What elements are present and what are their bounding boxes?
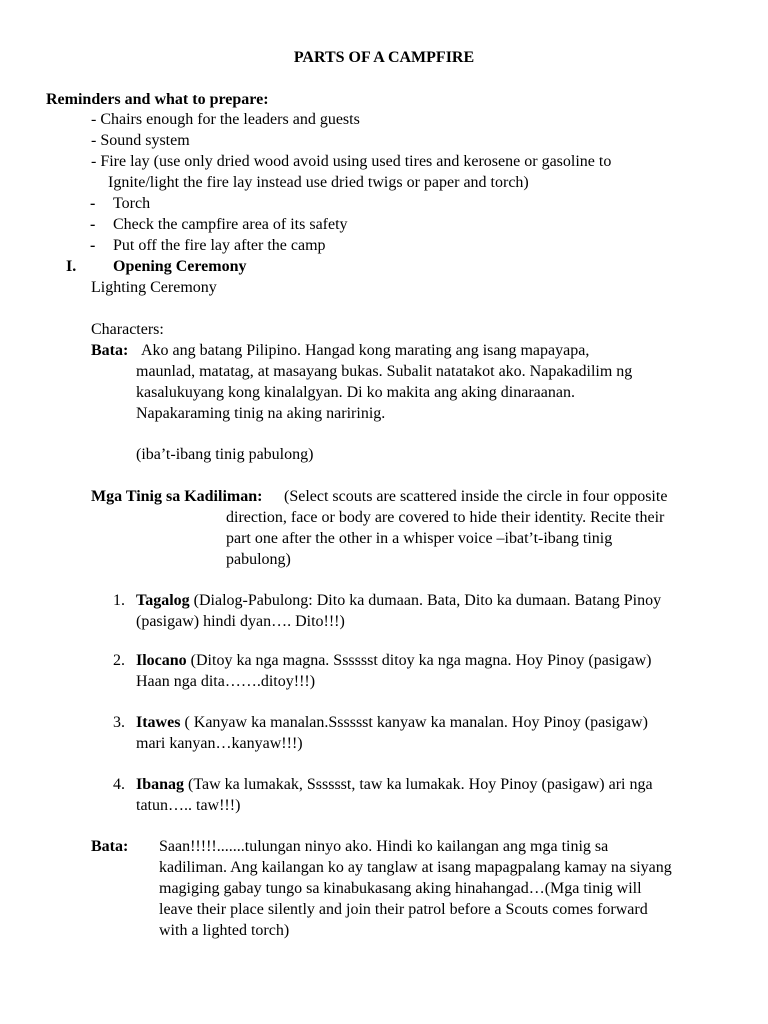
- section-heading: Opening Ceremony: [113, 258, 247, 275]
- list-number: 2.: [113, 652, 125, 669]
- dialect-line: (Taw ka lumakak, Sssssst, taw ka lumakak. Hoy Pinoy (pasigaw) ari nga: [188, 776, 653, 793]
- dialogue-line: Napakaraming tinig na aking naririnig.: [136, 405, 386, 422]
- reminder-bullet-item: Put off the fire lay after the camp: [113, 237, 326, 254]
- dialogue-line: kadiliman. Ang kailangan ko ay tanglaw at isang mapagpalang kamay na siyang: [159, 859, 672, 876]
- speaker-bata: Bata:: [91, 838, 129, 855]
- dialect-line: (pasigaw) hindi dyan…. Dito!!!): [136, 613, 345, 630]
- speaker-tinig: Mga Tinig sa Kadiliman:: [91, 488, 263, 505]
- dialogue-line: kasalukuyang kong kinalalgyan. Di ko makita ang aking dinaraanan.: [136, 384, 575, 401]
- dialect-name: Tagalog: [136, 592, 190, 609]
- dialect-name: Ilocano: [136, 652, 187, 669]
- stage-direction: direction, face or body are covered to hide their identity. Recite their: [226, 509, 665, 526]
- dialect-line: tatun….. taw!!!): [136, 797, 241, 814]
- reminder-item: - Fire lay (use only dried wood avoid using used tires and kerosene or gasoline to: [91, 153, 612, 170]
- dialect-line: (Ditoy ka nga magna. Sssssst ditoy ka nga magna. Hoy Pinoy (pasigaw): [190, 652, 652, 669]
- bullet-dash: -: [90, 216, 96, 233]
- dialogue-line: leave their place silently and join their patrol before a Scouts comes forward: [159, 901, 648, 918]
- list-number: 1.: [113, 592, 125, 609]
- section-subheading: Lighting Ceremony: [91, 279, 217, 296]
- document-title: PARTS OF A CAMPFIRE: [293, 49, 475, 66]
- speaker-bata: Bata:: [91, 342, 129, 359]
- dialogue-line: Saan!!!!!.......tulungan ninyo ako. Hindi ko kailangan ang mga tinig sa: [159, 838, 609, 855]
- stage-note: (iba’t-ibang tinig pabulong): [136, 446, 314, 463]
- reminder-item-continuation: Ignite/light the fire lay instead use dried twigs or paper and torch): [108, 174, 529, 191]
- reminders-heading: Reminders and what to prepare:: [46, 91, 269, 108]
- stage-direction: pabulong): [226, 551, 291, 568]
- dialect-line: mari kanyan…kanyaw!!!): [136, 735, 303, 752]
- reminder-bullet-item: Torch: [113, 195, 151, 212]
- dialect-name: Ibanag: [136, 776, 185, 793]
- stage-direction: part one after the other in a whisper voice –ibat’t-ibang tinig: [226, 530, 613, 547]
- characters-label: Characters:: [91, 321, 164, 338]
- dialect-line: Haan nga dita…….ditoy!!!): [136, 673, 316, 690]
- reminder-item: - Sound system: [91, 132, 190, 149]
- stage-direction: (Select scouts are scattered inside the circle in four opposite: [284, 488, 668, 505]
- dialogue-line: with a lighted torch): [159, 922, 290, 939]
- list-number: 3.: [113, 714, 125, 731]
- dialect-name: Itawes: [136, 714, 181, 731]
- bullet-dash: -: [90, 195, 96, 212]
- dialect-line: (Dialog-Pabulong: Dito ka dumaan. Bata, Dito ka dumaan. Batang Pinoy: [193, 592, 662, 609]
- dialogue-line: Ako ang batang Pilipino. Hangad kong marating ang isang mapayapa,: [141, 342, 590, 359]
- dialect-line: ( Kanyaw ka manalan.Sssssst kanyaw ka manalan. Hoy Pinoy (pasigaw): [184, 714, 648, 731]
- dialogue-line: magiging gabay tungo sa kinabukasang aking hinahangad…(Mga tinig will: [159, 880, 642, 897]
- section-numeral: I.: [66, 258, 77, 275]
- reminder-bullet-item: Check the campfire area of its safety: [113, 216, 348, 233]
- reminder-item: - Chairs enough for the leaders and guests: [91, 111, 360, 128]
- list-number: 4.: [113, 776, 125, 793]
- dialogue-line: maunlad, matatag, at masayang bukas. Subalit natatakot ako. Napakadilim ng: [136, 363, 633, 380]
- bullet-dash: -: [90, 237, 96, 254]
